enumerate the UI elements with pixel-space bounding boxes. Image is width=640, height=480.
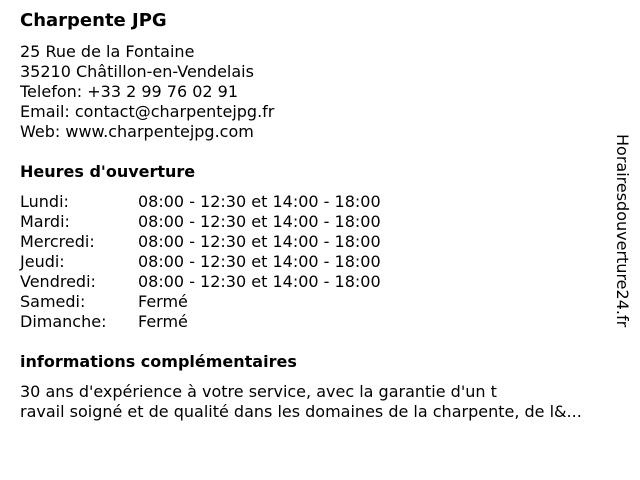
hours-row-thursday <box>20 252 610 272</box>
hours-row-tuesday <box>20 212 610 232</box>
business-card <box>20 10 610 422</box>
hours-value: 08:00 - 12:30 et 14:00 - 18:00 <box>138 212 381 231</box>
opening-hours-heading: Heures d'ouverture <box>20 162 196 181</box>
hours-value: Fermé <box>138 312 188 331</box>
email-line: Email: contact@charpentejpg.fr <box>20 102 275 121</box>
business-name: Charpente JPG <box>20 10 167 31</box>
site-watermark: Horairesdouverture24.fr <box>613 134 632 328</box>
hours-day-label: Mardi: <box>20 212 70 231</box>
phone-line: Telefon: +33 2 99 76 02 91 <box>20 82 239 101</box>
hours-row-sunday <box>20 312 610 332</box>
additional-info-heading: informations complémentaires <box>20 352 297 371</box>
hours-day-label: Dimanche: <box>20 312 107 331</box>
opening-hours-table <box>20 192 610 332</box>
hours-value: 08:00 - 12:30 et 14:00 - 18:00 <box>138 192 381 211</box>
web-line: Web: www.charpentejpg.com <box>20 122 254 141</box>
hours-day-label: Lundi: <box>20 192 69 211</box>
address-line-1: 25 Rue de la Fontaine <box>20 42 195 61</box>
hours-row-monday <box>20 192 610 212</box>
hours-row-saturday <box>20 292 610 312</box>
hours-value: 08:00 - 12:30 et 14:00 - 18:00 <box>138 252 381 271</box>
additional-info-line-2: ravail soigné et de qualité dans les domaines de la charpente, de l&... <box>20 402 582 421</box>
hours-day-label: Mercredi: <box>20 232 95 251</box>
hours-value: 08:00 - 12:30 et 14:00 - 18:00 <box>138 232 381 251</box>
additional-info-line-1: 30 ans d'expérience à votre service, avec la garantie d'un t <box>20 382 497 401</box>
hours-row-friday <box>20 272 610 292</box>
hours-day-label: Samedi: <box>20 292 86 311</box>
hours-row-wednesday <box>20 232 610 252</box>
address-line-2: 35210 Châtillon-en-Vendelais <box>20 62 254 81</box>
hours-value: 08:00 - 12:30 et 14:00 - 18:00 <box>138 272 381 291</box>
hours-day-label: Jeudi: <box>20 252 65 271</box>
hours-day-label: Vendredi: <box>20 272 96 291</box>
hours-value: Fermé <box>138 292 188 311</box>
